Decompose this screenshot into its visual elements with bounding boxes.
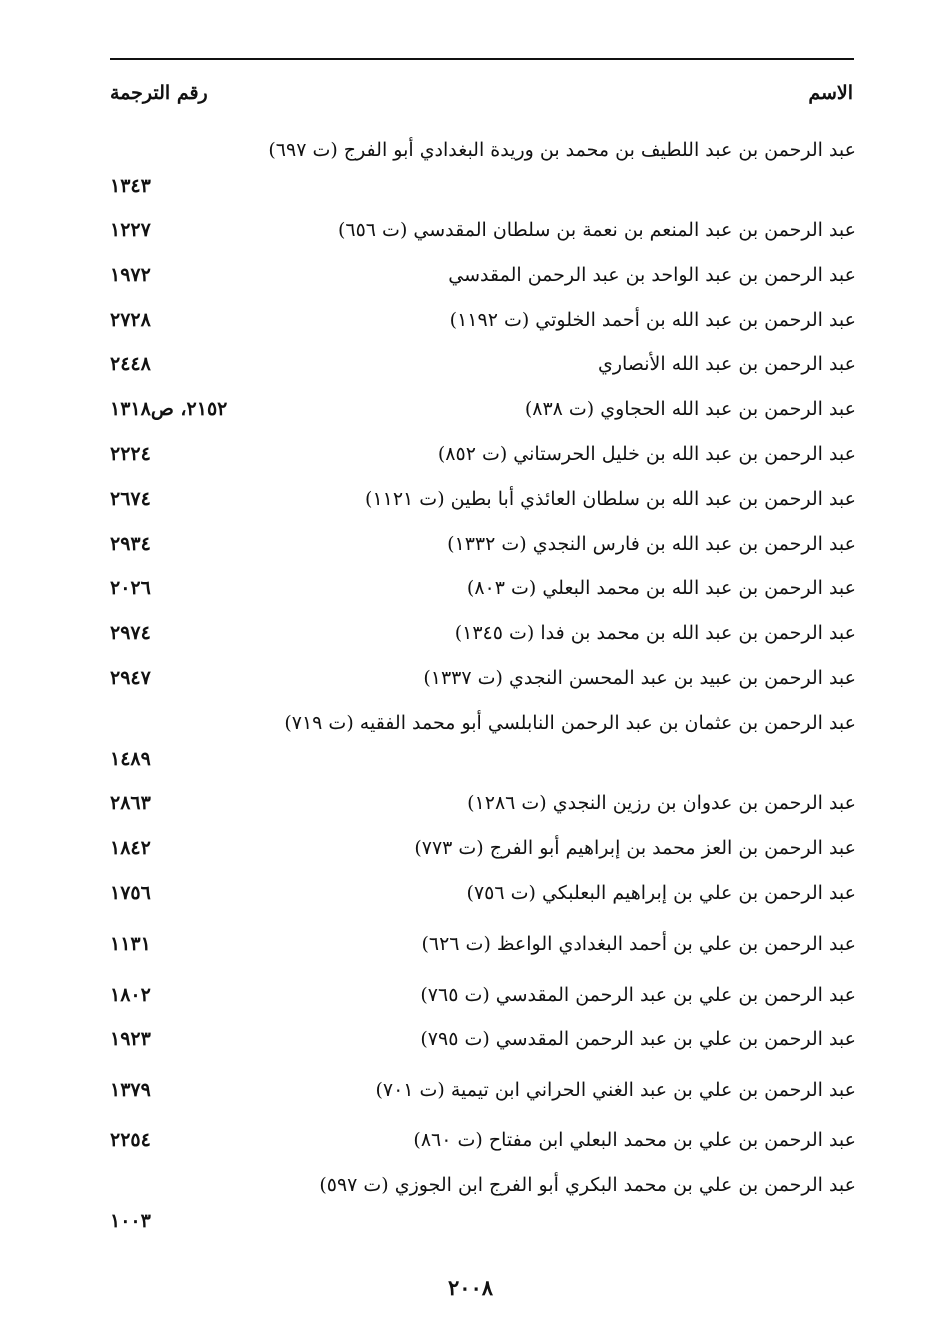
entry-number: ١٠٠٣ (110, 1210, 151, 1232)
entry-name: عبد الرحمن بن عبد الله الحجاوي (ت ٨٣٨) (524, 398, 856, 420)
entry-name: عبد الرحمن بن عبد الله بن محمد بن فدا (ت ١٣٤٥) (454, 622, 856, 644)
entry-name: عبد الرحمن بن علي بن أحمد البغدادي الواعظ (ت ٦٢٦) (421, 933, 856, 955)
entry-number: ١٩٢٣ (110, 1028, 151, 1050)
entry-name: عبد الرحمن بن عبد اللطيف بن محمد بن وريدة البغدادي أبو الفرج (ت ٦٩٧) (268, 139, 856, 161)
entry-number: ١٩٧٢ (110, 264, 151, 286)
entry-name: عبد الرحمن بن عبيد بن عبد المحسن النجدي (ت ١٣٣٧) (423, 667, 856, 689)
entry-number: ٢٦٧٤ (110, 488, 151, 510)
entry-name: عبد الرحمن بن عبد المنعم بن نعمة بن سلطان المقدسي (ت ٦٥٦) (337, 219, 856, 241)
entry-name: عبد الرحمن بن علي بن إبراهيم البعلبكي (ت ٧٥٦) (466, 882, 856, 904)
entry-name: عبد الرحمن بن عبد الله بن محمد البعلي (ت ٨٠٣) (466, 577, 856, 599)
entry-number: ٢١٥٢، ص١٣١٨ (110, 398, 228, 420)
entry-number: ٢٢٥٤ (110, 1129, 151, 1151)
entry-number: ٢٩٤٧ (110, 667, 151, 689)
entry-number: ١٨٠٢ (110, 984, 151, 1006)
entry-number: ٢٠٢٦ (110, 577, 151, 599)
entry-name: عبد الرحمن بن العز محمد بن إبراهيم أبو الفرج (ت ٧٧٣) (414, 837, 856, 859)
entry-number: ١١٣١ (110, 933, 151, 955)
page-number: ٢٠٠٨ (447, 1275, 494, 1300)
entry-number: ١٧٥٦ (110, 882, 151, 904)
entry-name: عبد الرحمن بن علي بن عبد الغني الحراني ابن تيمية (ت ٧٠١) (375, 1079, 856, 1101)
entry-name: عبد الرحمن بن عبد الواحد بن عبد الرحمن المقدسي (448, 264, 856, 286)
entry-name: عبد الرحمن بن علي بن عبد الرحمن المقدسي (ت ٧٦٥) (420, 984, 856, 1006)
entry-number: ١٤٨٩ (110, 748, 151, 770)
entry-number: ٢٩٧٤ (110, 622, 151, 644)
entry-name: عبد الرحمن بن عبد الله بن خليل الحرستاني (ت ٨٥٢) (437, 443, 856, 465)
name-column-header: الاسم (808, 82, 853, 104)
entry-name: عبد الرحمن بن عثمان بن عبد الرحمن النابلسي أبو محمد الفقيه (ت ٧١٩) (284, 712, 856, 734)
entry-number: ١٣٧٩ (110, 1079, 151, 1101)
entry-name: عبد الرحمن بن علي بن محمد البعلي ابن مفتاح (ت ٨٦٠) (413, 1129, 856, 1151)
entry-number: ٢٢٢٤ (110, 443, 151, 465)
entry-name: عبد الرحمن بن علي بن عبد الرحمن المقدسي (ت ٧٩٥) (420, 1028, 856, 1050)
entry-name: عبد الرحمن بن عدوان بن رزين النجدي (ت ١٢٨٦) (467, 792, 856, 814)
entry-number: ٢٧٢٨ (110, 309, 151, 331)
entry-number: ١٢٢٧ (110, 219, 151, 241)
entry-name: عبد الرحمن بن عبد الله بن أحمد الخلوتي (ت ١١٩٢) (449, 309, 856, 331)
header-rule (110, 58, 854, 60)
entry-number: ١٨٤٢ (110, 837, 151, 859)
entry-name: عبد الرحمن بن عبد الله بن سلطان العائذي أبا بطين (ت ١١٢١) (365, 488, 856, 510)
entry-name: عبد الرحمن بن علي بن محمد البكري أبو الفرج ابن الجوزي (ت ٥٩٧) (319, 1174, 856, 1196)
entry-number: ٢٩٣٤ (110, 533, 151, 555)
number-column-header: رقم الترجمة (110, 82, 208, 104)
entry-number: ٢٨٦٣ (110, 792, 151, 814)
entry-name: عبد الرحمن بن عبد الله الأنصاري (597, 353, 856, 375)
entry-name: عبد الرحمن بن عبد الله بن فارس النجدي (ت ١٣٣٢) (447, 533, 856, 555)
entry-number: ١٣٤٣ (110, 175, 151, 197)
entry-number: ٢٤٤٨ (110, 353, 151, 375)
